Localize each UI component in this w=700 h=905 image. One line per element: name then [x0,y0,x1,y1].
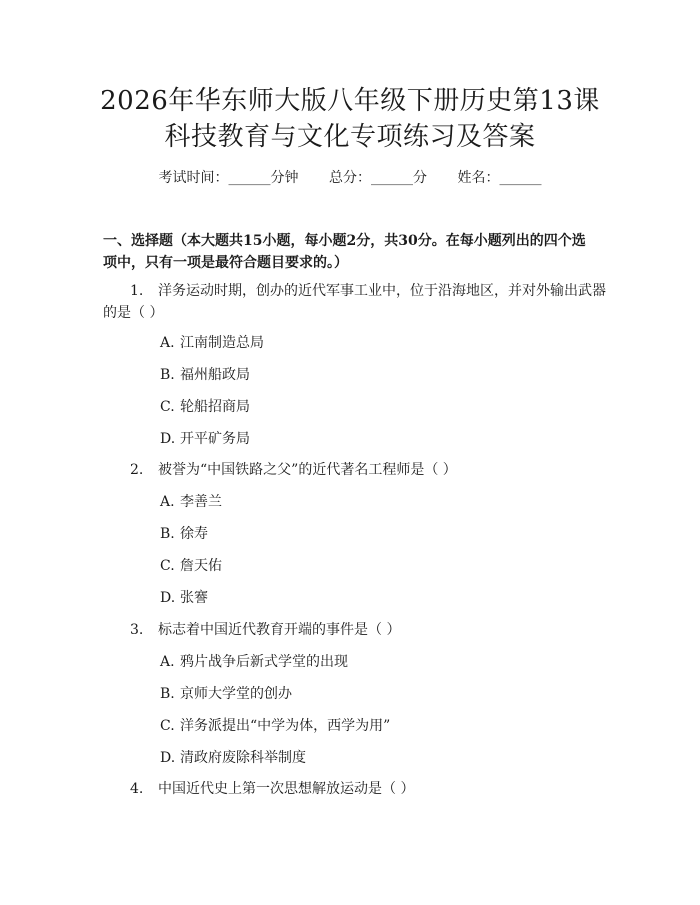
option-text: 徐寿 [180,526,208,542]
question-text: 洋务运动时期，创办的近代军事工业中，位于沿海地区，并对外输出武器 [158,283,606,299]
section-heading [103,230,603,274]
option-letter: D. [160,590,176,606]
question-2 [0,460,700,482]
section-heading-line2: 项中，只有一项是最符合题目要求的。） [103,255,348,271]
option-letter: D. [160,431,176,447]
option-text: 洋务派提出“中学为体，西学为用” [180,718,391,734]
option-3a [160,652,348,672]
option-letter: C. [160,558,175,574]
option-text: 鸦片战争后新式学堂的出现 [180,654,348,670]
option-letter: C. [160,718,175,734]
option-2c [160,556,222,576]
question-text-continued: 的是（ ） [103,305,164,321]
option-letter: B. [160,367,175,383]
option-1d [160,429,250,449]
document-title-line1: 2026年华东师大版八年级下册历史第13课 [100,86,600,116]
option-text: 轮船招商局 [180,399,250,415]
option-letter: A. [160,494,175,510]
option-3d [160,748,306,768]
exam-score-label: 总分：______分 [329,170,427,186]
option-text: 京师大学堂的创办 [180,686,292,702]
exam-name-label: 姓名：______ [457,170,542,186]
question-4 [0,779,700,801]
option-1b [160,365,250,385]
question-3 [0,620,700,642]
section-heading-line1: 一、选择题（本大题共15小题，每小题2分，共30分。在每小题列出的四个选 [103,233,586,249]
question-text: 标志着中国近代教育开端的事件是（ ） [158,622,401,638]
option-letter: B. [160,686,175,702]
exam-info [0,168,700,188]
option-text: 福州船政局 [180,367,250,383]
document-title-line2: 科技教育与文化专项练习及答案 [164,122,536,152]
option-text: 江南制造总局 [180,335,264,351]
question-number: 1. [130,283,144,299]
option-text: 张謇 [180,590,208,606]
option-2b [160,524,208,544]
option-letter: D. [160,750,176,766]
option-letter: A. [160,654,175,670]
question-text: 被誉为“中国铁路之父”的近代著名工程师是（ ） [158,462,457,478]
question-1 [0,281,700,325]
option-letter: B. [160,526,175,542]
exam-time-label: 考试时间：______分钟 [158,170,299,186]
option-text: 开平矿务局 [180,431,250,447]
question-text: 中国近代史上第一次思想解放运动是（ ） [158,781,415,797]
option-2d [160,588,208,608]
option-letter: A. [160,335,175,351]
option-3c [160,716,390,736]
option-text: 清政府废除科举制度 [180,750,306,766]
question-number: 3. [130,622,144,638]
option-2a [160,492,222,512]
option-letter: C. [160,399,175,415]
option-1c [160,397,250,417]
question-number: 2. [130,462,144,478]
option-text: 李善兰 [180,494,222,510]
option-1a [160,333,264,353]
question-number: 4. [130,781,144,797]
option-text: 詹天佑 [180,558,222,574]
option-3b [160,684,292,704]
